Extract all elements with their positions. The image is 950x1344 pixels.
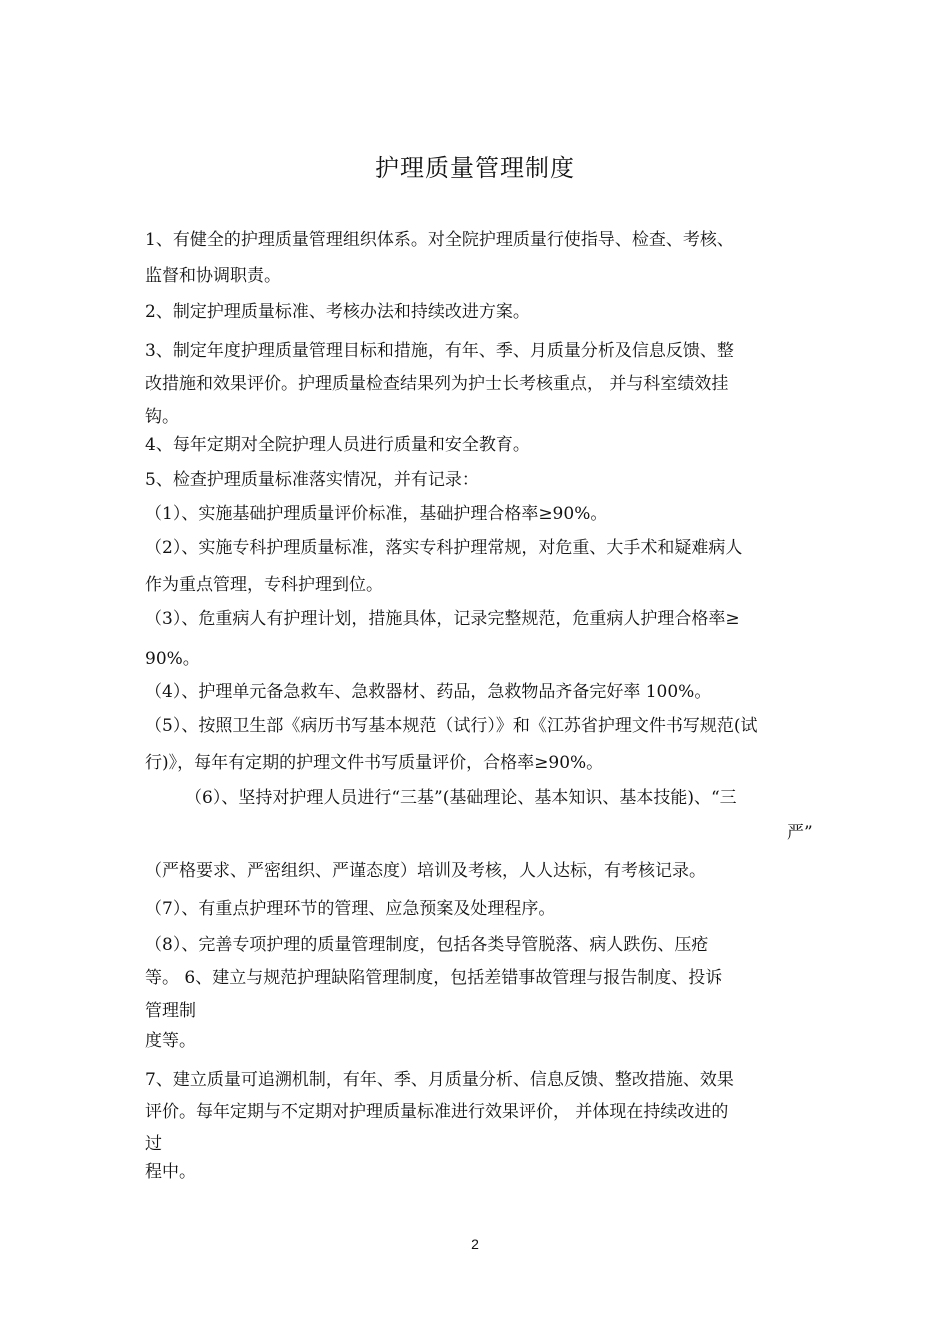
paragraph-line: （2）、实施专科护理质量标准，落实专科护理常规，对危重、大手术和疑难病人: [145, 538, 743, 558]
paragraph-line: 监督和协调职责。: [145, 266, 281, 286]
paragraph-line: 3、制定年度护理质量管理目标和措施，有年、季、月质量分析及信息反馈、整: [145, 341, 734, 361]
page-number: 2: [471, 1236, 479, 1252]
paragraph-line: （严格要求、严密组织、严谨态度）培训及考核，人人达标，有考核记录。: [145, 861, 706, 881]
paragraph-line: （1）、实施基础护理质量评价标准，基础护理合格率≥90%。: [145, 504, 608, 524]
paragraph-line: 过: [145, 1134, 162, 1154]
paragraph-line: 钩。: [145, 407, 179, 427]
document-title: 护理质量管理制度: [375, 154, 575, 182]
paragraph-line: 2、制定护理质量标准、考核办法和持续改进方案。: [145, 302, 530, 322]
paragraph-line: 改措施和效果评价。护理质量检查结果列为护士长考核重点， 并与科室绩效挂: [145, 374, 729, 394]
paragraph-line: 5、检查护理质量标准落实情况，并有记录：: [145, 470, 479, 490]
paragraph-line: 程中。: [145, 1162, 196, 1182]
paragraph-line: 7、建立质量可追溯机制，有年、季、月质量分析、信息反馈、整改措施、效果: [145, 1070, 734, 1090]
paragraph-line: 等。 6、建立与规范护理缺陷管理制度，包括差错事故管理与报告制度、投诉: [145, 968, 723, 988]
paragraph-line: （6）、坚持对护理人员进行“三基”(基础理论、基本知识、基本技能)、“三: [185, 788, 737, 808]
paragraph-line: （5）、按照卫生部《病历书写基本规范（试行）》和《江苏省护理文件书写规范(试: [145, 716, 758, 736]
paragraph-line: （3）、危重病人有护理计划，措施具体，记录完整规范，危重病人护理合格率≥: [145, 609, 740, 629]
paragraph-line: 评价。每年定期与不定期对护理质量标准进行效果评价， 并体现在持续改进的: [145, 1102, 729, 1122]
paragraph-line: 严”: [787, 823, 813, 843]
paragraph-line: 作为重点管理，专科护理到位。: [145, 575, 383, 595]
paragraph-line: 4、每年定期对全院护理人员进行质量和安全教育。: [145, 435, 530, 455]
paragraph-line: 管理制: [145, 1001, 196, 1021]
paragraph-line: 度等。: [145, 1031, 196, 1051]
paragraph-line: （4）、护理单元备急救车、急救器材、药品，急救物品齐备完好率 100%。: [145, 682, 712, 702]
paragraph-line: （8）、完善专项护理的质量管理制度，包括各类导管脱落、病人跌伤、压疮: [145, 935, 709, 955]
paragraph-line: 行)》，每年有定期的护理文件书写质量评价，合格率≥90%。: [145, 753, 604, 773]
paragraph-line: 1、有健全的护理质量管理组织体系。对全院护理质量行使指导、检查、考核、: [145, 230, 734, 250]
paragraph-line: 90%。: [145, 649, 200, 669]
paragraph-line: （7）、有重点护理环节的管理、应急预案及处理程序。: [145, 899, 556, 919]
